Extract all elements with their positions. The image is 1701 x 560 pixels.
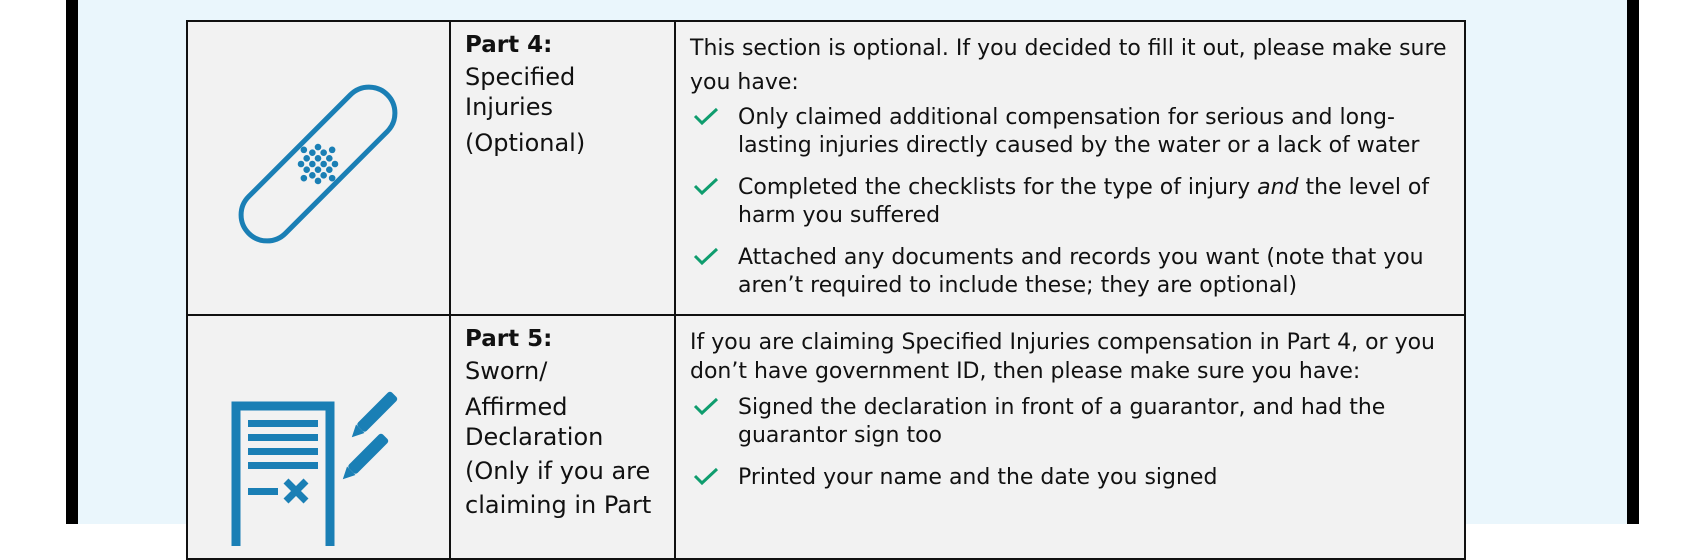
part-label: Part 4: <box>465 32 553 58</box>
list-item <box>690 174 1450 230</box>
checklist <box>690 104 1450 300</box>
signed-document-icon <box>188 316 451 546</box>
part-title-line: (Optional) <box>465 129 586 157</box>
check-text: Attached any documents and records you want (note that you aren’t required to include these; they are optional) <box>738 245 1424 298</box>
table-row-part-4 <box>187 21 1465 315</box>
table-row-part-5 <box>187 315 1465 559</box>
part-label: Part 5: <box>465 326 553 352</box>
check-text: Signed the declaration in front of a guarantor, and had the guarantor sign too <box>738 395 1386 448</box>
check-text-main: Completed the checklists for the type of injury <box>738 175 1251 200</box>
part-body-cell <box>675 21 1465 315</box>
section-intro: If you are claiming Specified Injuries compensation in Part 4, or you don’t have government ID, then please make sure you have: <box>690 330 1436 384</box>
checkmark-icon <box>690 394 738 422</box>
part-title-line: Specified <box>465 63 576 91</box>
part-title-cell <box>450 21 675 315</box>
part-title-line: Declaration <box>465 423 604 451</box>
check-text-italic: and <box>1257 175 1299 200</box>
list-item <box>690 464 1450 492</box>
part-title-line: Affirmed <box>465 393 568 421</box>
checkmark-icon <box>690 104 738 132</box>
bandage-icon <box>188 22 451 304</box>
icon-cell <box>187 21 450 315</box>
part-title-line: Sworn/ <box>465 357 548 385</box>
checklist <box>690 394 1450 492</box>
list-item <box>690 394 1450 450</box>
checkmark-icon <box>690 174 738 202</box>
check-text-tail: the level of harm you suffered <box>738 175 1430 228</box>
part-body-cell <box>675 315 1465 559</box>
icon-cell <box>187 315 450 559</box>
checklist-table <box>186 20 1466 560</box>
check-text: Printed your name and the date you signed <box>738 465 1218 490</box>
list-item <box>690 104 1450 160</box>
checkmark-icon <box>690 244 738 272</box>
section-intro: This section is optional. If you decided to fill it out, please make sure you have: <box>690 36 1447 95</box>
part-title-cell <box>450 315 675 559</box>
part-note: (Only if you are claiming in Part <box>465 457 652 519</box>
list-item <box>690 244 1450 300</box>
part-title-line: Injuries <box>465 93 553 121</box>
checkmark-icon <box>690 464 738 492</box>
check-text: Only claimed additional compensation for serious and long-lasting injuries directly caused by the water or a lack of water <box>738 105 1420 158</box>
check-text <box>738 174 1450 230</box>
